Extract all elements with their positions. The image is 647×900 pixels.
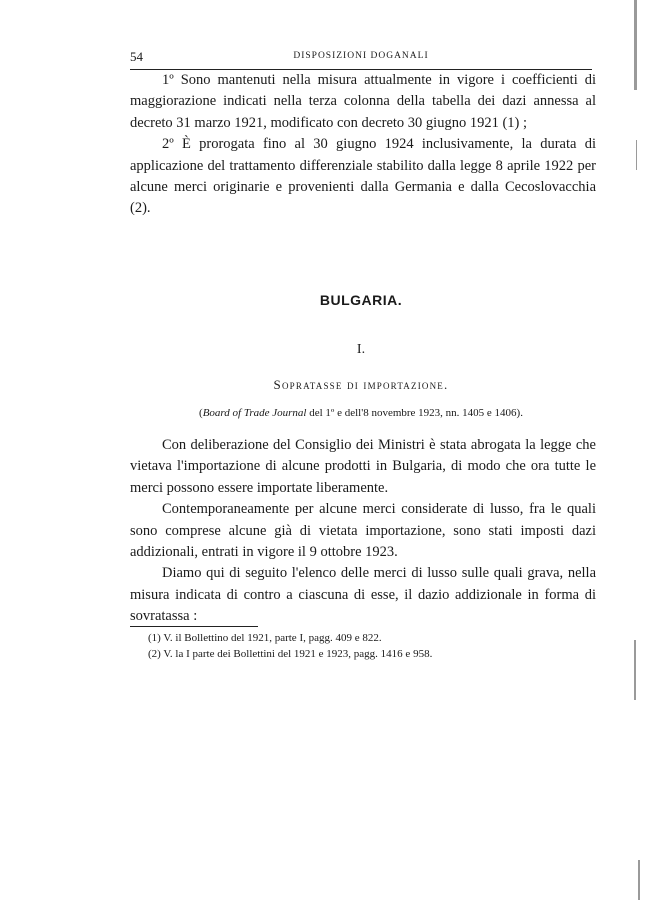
paragraph: Diamo qui di seguito l'elenco delle merci di lusso sulle quali grava, nella misura indicata di contro a ciascuna di esse, il dazio addizionale in forma di sovratassa :	[130, 565, 596, 625]
intro-text-block	[130, 70, 596, 220]
footnote-divider	[130, 626, 258, 627]
paragraph: 1º Sono mantenuti nella misura attualmente in vigore i coefficienti di maggiorazione indicati nella terza colonna della tabella dei dazi annessa al decreto 31 marzo 1921, modificato con decreto 30 giugno 1921 (1) ;	[130, 72, 596, 131]
footnote: (2) V. la I parte dei Bollettini del 1921 e 1923, pagg. 1416 e 958.	[148, 648, 433, 660]
page-number: 54	[130, 49, 143, 64]
scan-edge-mark	[638, 860, 640, 900]
country-heading: BULGARIA.	[319, 292, 403, 308]
footnote: (1) V. il Bollettino del 1921, parte I, pagg. 409 e 822.	[148, 632, 382, 644]
page-header	[130, 49, 592, 70]
paragraph: Con deliberazione del Consiglio dei Ministri è stata abrogata la legge che vietava l'importazione di alcune prodotti in Bulgaria, di modo che ora tutte le merci possono essere importate liberamente.	[130, 437, 596, 496]
scan-edge-mark	[636, 140, 637, 170]
section-number: I.	[356, 342, 366, 357]
source-publication: Board of Trade Journal	[202, 407, 307, 419]
paragraph: Contemporaneamente per alcune merci considerate di lusso, fra le quali sono comprese alcune già di vietata importazione, sono stati imposti dazi addizionali, entrati in vigore il 9 ottobre 1923.	[130, 501, 596, 561]
source-citation: (Board of Trade Journal del 1º e dell'8 novembre 1923, nn. 1405 e 1406).	[199, 407, 523, 419]
section-title: Sopratasse di importazione.	[273, 377, 449, 392]
source-details: del 1º e dell'8 novembre 1923, nn. 1405 e 1406).	[309, 407, 523, 419]
running-head: DISPOSIZIONI DOGANALI	[293, 51, 429, 61]
scan-edge-mark	[634, 0, 637, 90]
scan-edge-mark	[634, 640, 636, 700]
footnotes	[148, 630, 588, 662]
main-text-block	[130, 435, 596, 628]
paragraph: 2º È prorogata fino al 30 giugno 1924 inclusivamente, la durata di applicazione del trattamento differenziale stabilito dalla legge 8 aprile 1922 per alcune merci originarie e provenienti dalla Germania e dalla Cecoslovacchia (2).	[130, 136, 596, 217]
